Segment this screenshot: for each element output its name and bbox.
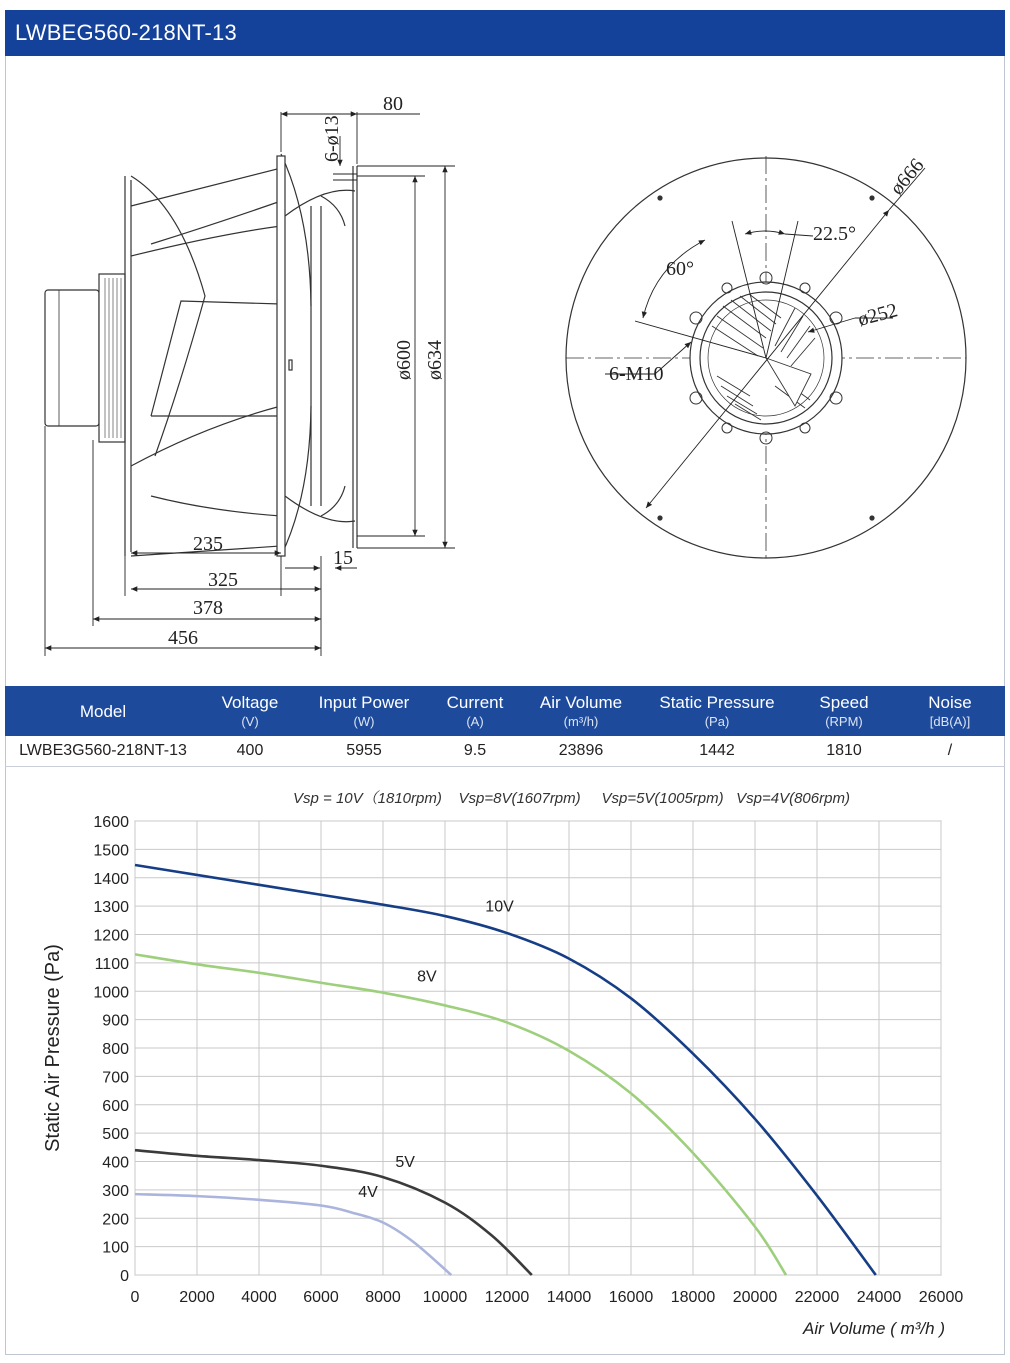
x-tick-label: 16000	[608, 1289, 654, 1306]
col-current: Current (A)	[429, 686, 521, 736]
dim-235: 235	[193, 533, 223, 555]
y-tick-label: 1600	[93, 814, 129, 831]
spec-header-row	[5, 686, 1005, 736]
col-air-volume: Air Volume (m³/h)	[521, 686, 641, 736]
x-tick-label: 18000	[670, 1289, 716, 1306]
dim-378: 378	[193, 597, 223, 619]
col-voltage: Voltage (V)	[201, 686, 299, 736]
cell-speed: 1810	[793, 736, 895, 767]
chart-subtitle: Vsp = 10V（1810rpm) Vsp=8V(1607rpm) Vsp=5V(1005rpm) Vsp=4V(806rpm)	[293, 790, 850, 807]
cell-voltage: 400	[201, 736, 299, 767]
cell-input-power: 5955	[299, 736, 429, 767]
col-noise: Noise [dB(A)]	[895, 686, 1005, 736]
x-tick-label: 26000	[918, 1289, 964, 1306]
x-tick-label: 2000	[179, 1289, 215, 1306]
y-tick-label: 800	[102, 1041, 129, 1058]
x-tick-label: 20000	[732, 1289, 778, 1306]
y-tick-label: 600	[102, 1097, 129, 1115]
performance-chart	[5, 768, 1005, 1353]
dim-60-deg: 60°	[666, 258, 694, 280]
y-tick-label: 100	[102, 1239, 129, 1257]
y-axis-label: Static Air Pressure (Pa)	[42, 944, 64, 1152]
series-label-4V: 4V	[358, 1183, 378, 1201]
x-tick-label: 14000	[546, 1289, 592, 1306]
series-label-5V: 5V	[395, 1154, 415, 1172]
x-tick-label: 24000	[856, 1289, 902, 1306]
y-tick-label: 1300	[93, 899, 129, 917]
cell-model: LWBE3G560-218NT-13	[5, 736, 201, 767]
col-model: Model	[5, 686, 201, 736]
cell-current: 9.5	[429, 736, 521, 767]
x-tick-labels	[131, 1289, 964, 1306]
y-tick-label: 900	[102, 1012, 129, 1030]
col-speed: Speed (RPM)	[793, 686, 895, 736]
y-tick-label: 1500	[93, 842, 129, 860]
col-input-power: Input Power (W)	[299, 686, 429, 736]
y-tick-labels	[93, 814, 129, 1285]
spec-table	[5, 686, 1005, 767]
y-tick-label: 700	[102, 1069, 129, 1087]
dim-666: ø666	[885, 154, 929, 200]
x-tick-label: 4000	[241, 1289, 277, 1306]
x-tick-label: 10000	[422, 1289, 468, 1306]
dim-15: 15	[333, 547, 353, 569]
dim-456: 456	[168, 627, 198, 649]
y-tick-label: 1100	[94, 955, 129, 973]
title-bar	[5, 10, 1005, 56]
y-tick-label: 300	[102, 1182, 129, 1200]
y-tick-label: 0	[120, 1268, 129, 1285]
dim-252: ø252	[855, 299, 900, 331]
dim-22-5-deg: 22.5°	[813, 223, 856, 245]
x-tick-label: 8000	[365, 1289, 401, 1306]
y-tick-label: 400	[102, 1154, 129, 1172]
dim-634: ø634	[424, 340, 446, 380]
x-tick-label: 12000	[484, 1289, 530, 1306]
dim-600: ø600	[393, 340, 415, 380]
cell-air-volume: 23896	[521, 736, 641, 767]
x-tick-label: 0	[130, 1289, 140, 1306]
series-label-8V: 8V	[417, 968, 437, 986]
cell-static-pressure: 1442	[641, 736, 793, 767]
dim-325: 325	[208, 569, 238, 591]
dimension-drawing	[5, 56, 1005, 686]
cell-noise: /	[895, 736, 1005, 767]
page-title: LWBEG560-218NT-13	[15, 20, 237, 45]
y-tick-label: 500	[102, 1126, 129, 1144]
y-tick-label: 1000	[93, 984, 129, 1002]
series-label-10V: 10V	[485, 898, 514, 916]
y-tick-label: 200	[102, 1211, 129, 1229]
x-tick-label: 6000	[303, 1289, 339, 1306]
y-tick-label: 1400	[93, 870, 129, 888]
side-view	[45, 154, 357, 556]
table-row	[5, 736, 1005, 767]
x-tick-label: 22000	[794, 1289, 840, 1306]
dim-6-m10: 6-M10	[609, 363, 664, 385]
y-tick-label: 1200	[93, 927, 129, 945]
x-axis-label: Air Volume ( m³/h )	[802, 1319, 945, 1338]
dim-bolt-holes: 6-ø13	[321, 115, 343, 162]
col-static-pressure: Static Pressure (Pa)	[641, 686, 793, 736]
dim-80: 80	[383, 93, 403, 115]
